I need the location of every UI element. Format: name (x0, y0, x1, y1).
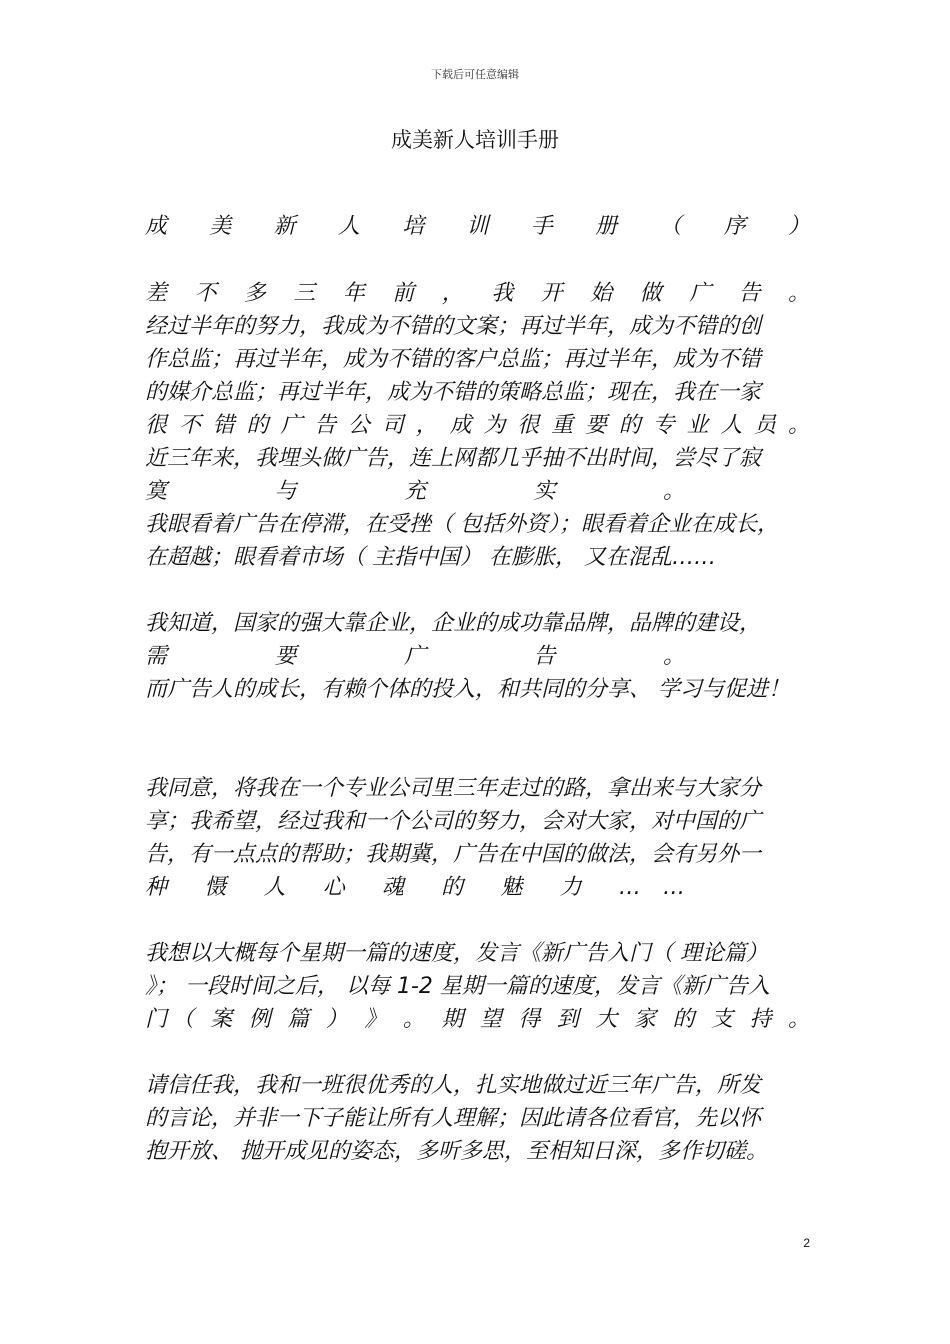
text-line: 成 美 新 人 培 训 手 册 （ 序 ） (145, 214, 810, 239)
section-6 (145, 1069, 810, 1168)
text-line: 我想以大概每个星期一篇的速度，发言《新广告入门（ 理论篇） (145, 941, 768, 966)
text-line: 我知道，国家的强大靠企业，企业的成功靠品牌，品牌的建设， (145, 611, 762, 636)
text-line: 请信任我，我和一班很优秀的人，扎实地做过近三年广告，所发 (145, 1073, 762, 1098)
section-5 (145, 937, 810, 1036)
section-1 (145, 210, 810, 243)
section-3 (145, 607, 810, 706)
text-line: 寞 与 充 实 。 (145, 479, 685, 504)
text-line: 享；我希望，经过我和一个公司的努力，会对大家，对中国的广 (145, 809, 762, 834)
text-line: 门（ 案 例 篇 ） 》 。 期 望 得 到 大 家 的 支 持 。 (145, 1007, 810, 1032)
text-line: 需 要 广 告 。 (145, 644, 685, 669)
text-line: 而广告人的成长，有赖个体的投入，和共同的分享、 学习与促进！ (145, 677, 790, 702)
section-2 (145, 277, 810, 574)
text-line: 的媒介总监；再过半年，成为不错的策略总监；现在，我在一家 (145, 380, 762, 405)
text-line: 告，有一点点的帮助；我期冀，广告在中国的做法，会有另外一 (145, 842, 762, 867)
text-line: 我同意，将我在一个专业公司里三年走过的路，拿出来与大家分 (145, 776, 762, 801)
text-line: 的言论，并非一下子能让所有人理解；因此请各位看官，先以怀 (145, 1106, 762, 1131)
text-line: 很 不 错 的 广 告 公 司 ， 成 为 很 重 要 的 专 业 人 员 。 (145, 413, 810, 438)
header-note: 下载后可任意编辑 (431, 68, 519, 81)
text-line: 作总监；再过半年，成为不错的客户总监；再过半年，成为不错 (145, 347, 762, 372)
text-line: 我眼看着广告在停滞，在受挫（ 包括外资）；眼看着企业在成长， (145, 512, 779, 537)
text-line: 种 慑 人 心 魂 的 魅 力 … … (145, 875, 685, 900)
text-line: 在超越；眼看着市场（ 主指中国） 在膨胀， 又在混乱…… (145, 545, 716, 570)
text-line: 抱开放、 抛开成见的姿态，多听多思，至相知日深，多作切磋。 (145, 1139, 768, 1164)
document-title: 成美新人培训手册 (391, 128, 559, 152)
text-line: 近三年来，我埋头做广告，连上网都几乎抽不出时间，尝尽了寂 (145, 446, 762, 471)
page-number: 2 (803, 1236, 810, 1250)
text-line: 》； 一段时间之后， 以每 1-2 星期一篇的速度，发言《新广告入 (145, 974, 770, 999)
section-4 (145, 772, 810, 904)
text-line: 差 不 多 三 年 前 ， 我 开 始 做 广 告 。 (145, 281, 810, 306)
text-line: 经过半年的努力，我成为不错的文案；再过半年，成为不错的创 (145, 314, 762, 339)
